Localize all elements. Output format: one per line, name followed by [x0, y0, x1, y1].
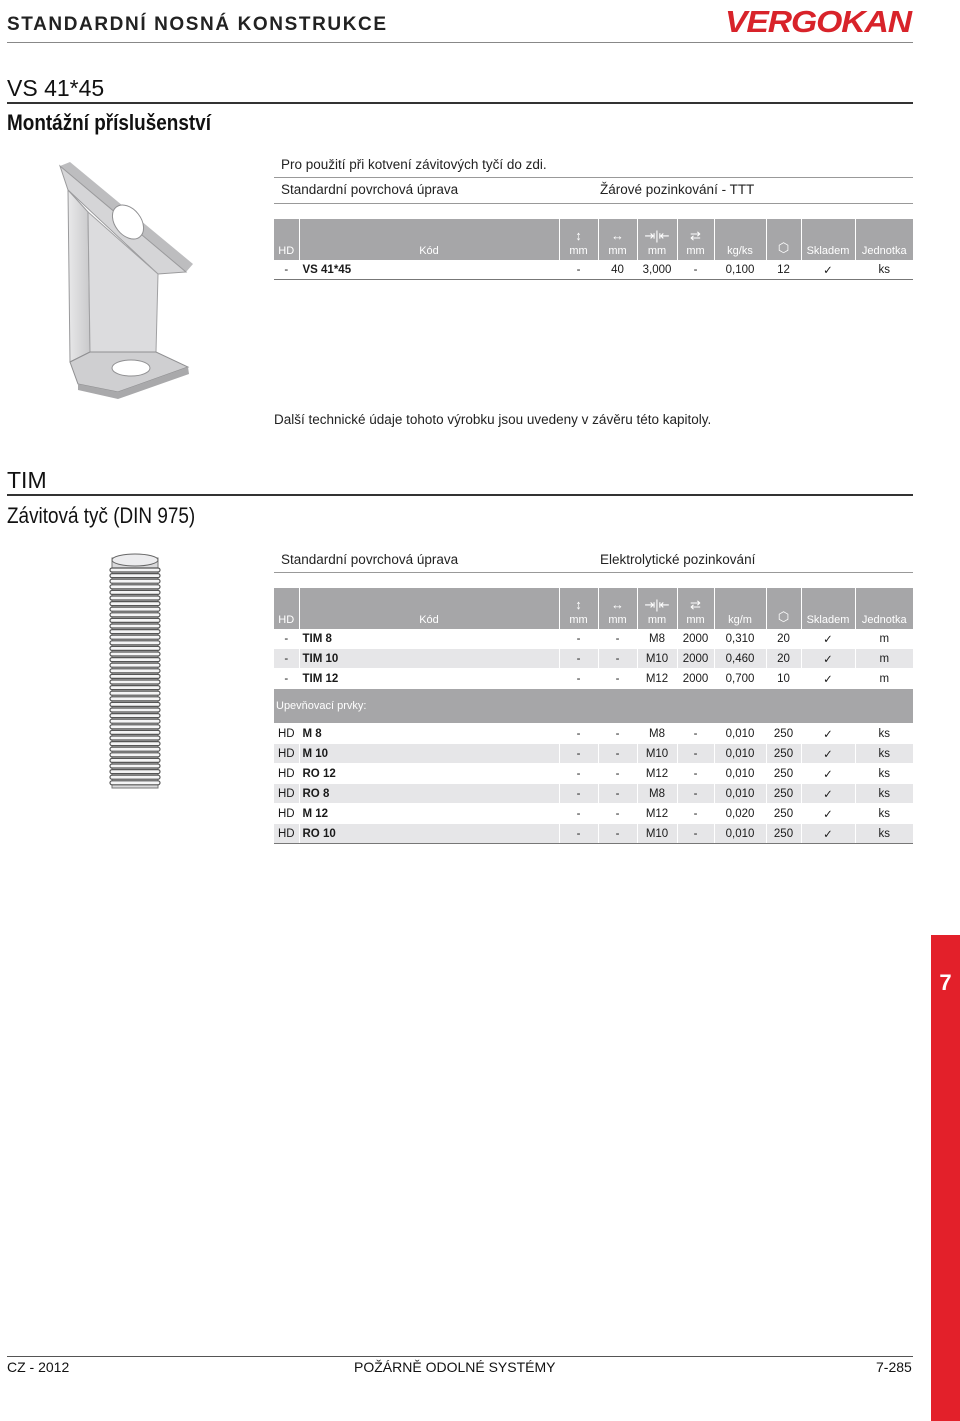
tim-title: TIM	[7, 467, 47, 493]
vs-surface-value: Žárové pozinkování - TTT	[600, 182, 755, 197]
tim-surface-value: Elektrolytické pozinkování	[600, 552, 756, 567]
col-unit: Jednotka	[855, 588, 913, 629]
length-arrow-icon: ⇄	[690, 597, 701, 612]
tim-subtitle: Závitová tyč (DIN 975)	[7, 503, 196, 528]
col-kod: Kód	[299, 219, 559, 260]
tim-surface-rule	[274, 572, 913, 573]
col-stock: Skladem	[801, 588, 855, 629]
table-row: - TIM 10 - - M10 2000 0,460 20 ✓ m	[274, 649, 913, 669]
table-row: - TIM 8 - - M8 2000 0,310 20 ✓ m	[274, 629, 913, 649]
chapter-number: 7	[939, 970, 952, 995]
svg-text:VERGOKAN: VERGOKAN	[725, 4, 913, 38]
table-row: - VS 41*45 - 40 3,000 - 0,100 12 ✓ ks	[274, 260, 913, 280]
footer-rule	[7, 1356, 913, 1357]
col-height: ↕ mm	[559, 219, 598, 260]
stock-check-icon: ✓	[801, 804, 855, 824]
width-arrow-icon: ↔	[611, 597, 624, 612]
product-code: TIM 10	[299, 649, 559, 669]
vs-usage-note: Pro použití při kotvení závitových tyčí do zdi.	[281, 157, 547, 172]
tim-table-header	[274, 588, 913, 629]
stock-check-icon: ✓	[801, 669, 855, 689]
header-rule	[7, 42, 913, 43]
stock-check-icon: ✓	[801, 649, 855, 669]
col-width: ↔ mm	[598, 588, 637, 629]
package-icon: ⬡	[777, 609, 790, 624]
table-row: HD RO 10 - - M10 - 0,010 250 ✓ ks	[274, 824, 913, 844]
threaded-rod-image	[106, 550, 164, 795]
fixing-group-header	[274, 689, 913, 724]
table-row: HD RO 12 - - M12 - 0,010 250 ✓ ks	[274, 764, 913, 784]
footer-section: POŽÁRNĚ ODOLNÉ SYSTÉMY	[354, 1359, 556, 1375]
table-row: HD RO 8 - - M8 - 0,010 250 ✓ ks	[274, 784, 913, 804]
stock-check-icon: ✓	[801, 764, 855, 784]
vs-spec-table	[274, 219, 913, 280]
product-code: RO 8	[299, 784, 559, 804]
col-hd: HD	[274, 588, 299, 629]
vs-surface-label: Standardní povrchová úprava	[281, 182, 459, 197]
product-code: M 10	[299, 744, 559, 764]
col-package	[766, 588, 801, 629]
stock-check-icon: ✓	[801, 629, 855, 649]
col-length: ⇄ mm	[677, 219, 714, 260]
product-code: VS 41*45	[299, 260, 559, 280]
col-weight: kg/ks	[714, 219, 766, 260]
product-code: M 12	[299, 804, 559, 824]
package-icon: ⬡	[777, 240, 790, 255]
vs-surface-rule	[274, 203, 913, 204]
vs-footnote: Další technické údaje tohoto výrobku jsou uvedeny v závěru této kapitoly.	[274, 412, 712, 427]
table-row: HD M 12 - - M12 - 0,020 250 ✓ ks	[274, 804, 913, 824]
col-length: ⇄ mm	[677, 588, 714, 629]
fixing-group-label: Upevňovací prvky:	[274, 689, 913, 724]
height-arrow-icon: ↕	[575, 228, 582, 243]
col-weight: kg/m	[714, 588, 766, 629]
table-row: HD M 10 - - M10 - 0,010 250 ✓ ks	[274, 744, 913, 764]
col-thickness: ⇥|⇤ mm	[637, 588, 677, 629]
tim-surface-label: Standardní povrchová úprava	[281, 552, 459, 567]
running-header-title: STANDARDNÍ NOSNÁ KONSTRUKCE	[7, 14, 388, 35]
tim-title-rule	[7, 494, 913, 496]
product-code: M 8	[299, 724, 559, 744]
col-stock: Skladem	[801, 219, 855, 260]
product-code: TIM 8	[299, 629, 559, 649]
vs-usage-rule	[274, 177, 913, 178]
vergokan-logo	[723, 4, 913, 38]
tim-spec-table	[274, 588, 913, 844]
product-code: TIM 12	[299, 669, 559, 689]
col-hd: HD	[274, 219, 299, 260]
product-code: RO 12	[299, 764, 559, 784]
stock-check-icon: ✓	[801, 744, 855, 764]
width-arrow-icon: ↔	[611, 228, 624, 243]
col-thickness: ⇥|⇤ mm	[637, 219, 677, 260]
vs-subtitle: Montážní příslušenství	[7, 110, 211, 135]
vs-table-header	[274, 219, 913, 260]
stock-check-icon: ✓	[801, 724, 855, 744]
height-arrow-icon: ↕	[575, 597, 582, 612]
stock-check-icon: ✓	[801, 260, 855, 280]
table-row: - TIM 12 - - M12 2000 0,700 10 ✓ m	[274, 669, 913, 689]
product-code: RO 10	[299, 824, 559, 844]
footer-page-number: 7-285	[876, 1359, 912, 1375]
stock-check-icon: ✓	[801, 824, 855, 844]
col-kod: Kód	[299, 588, 559, 629]
stock-check-icon: ✓	[801, 784, 855, 804]
thickness-icon: ⇥|⇤	[644, 228, 670, 243]
col-unit: Jednotka	[855, 219, 913, 260]
thickness-icon: ⇥|⇤	[644, 597, 670, 612]
chapter-tab	[931, 935, 960, 1421]
vs-title: VS 41*45	[7, 75, 105, 101]
length-arrow-icon: ⇄	[690, 228, 701, 243]
table-row: HD M 8 - - M8 - 0,010 250 ✓ ks	[274, 724, 913, 744]
footer-edition: CZ - 2012	[7, 1359, 70, 1375]
col-package	[766, 219, 801, 260]
vs-bracket-image	[8, 152, 253, 402]
col-height: ↕ mm	[559, 588, 598, 629]
vs-title-rule	[7, 102, 913, 104]
col-width: ↔ mm	[598, 219, 637, 260]
